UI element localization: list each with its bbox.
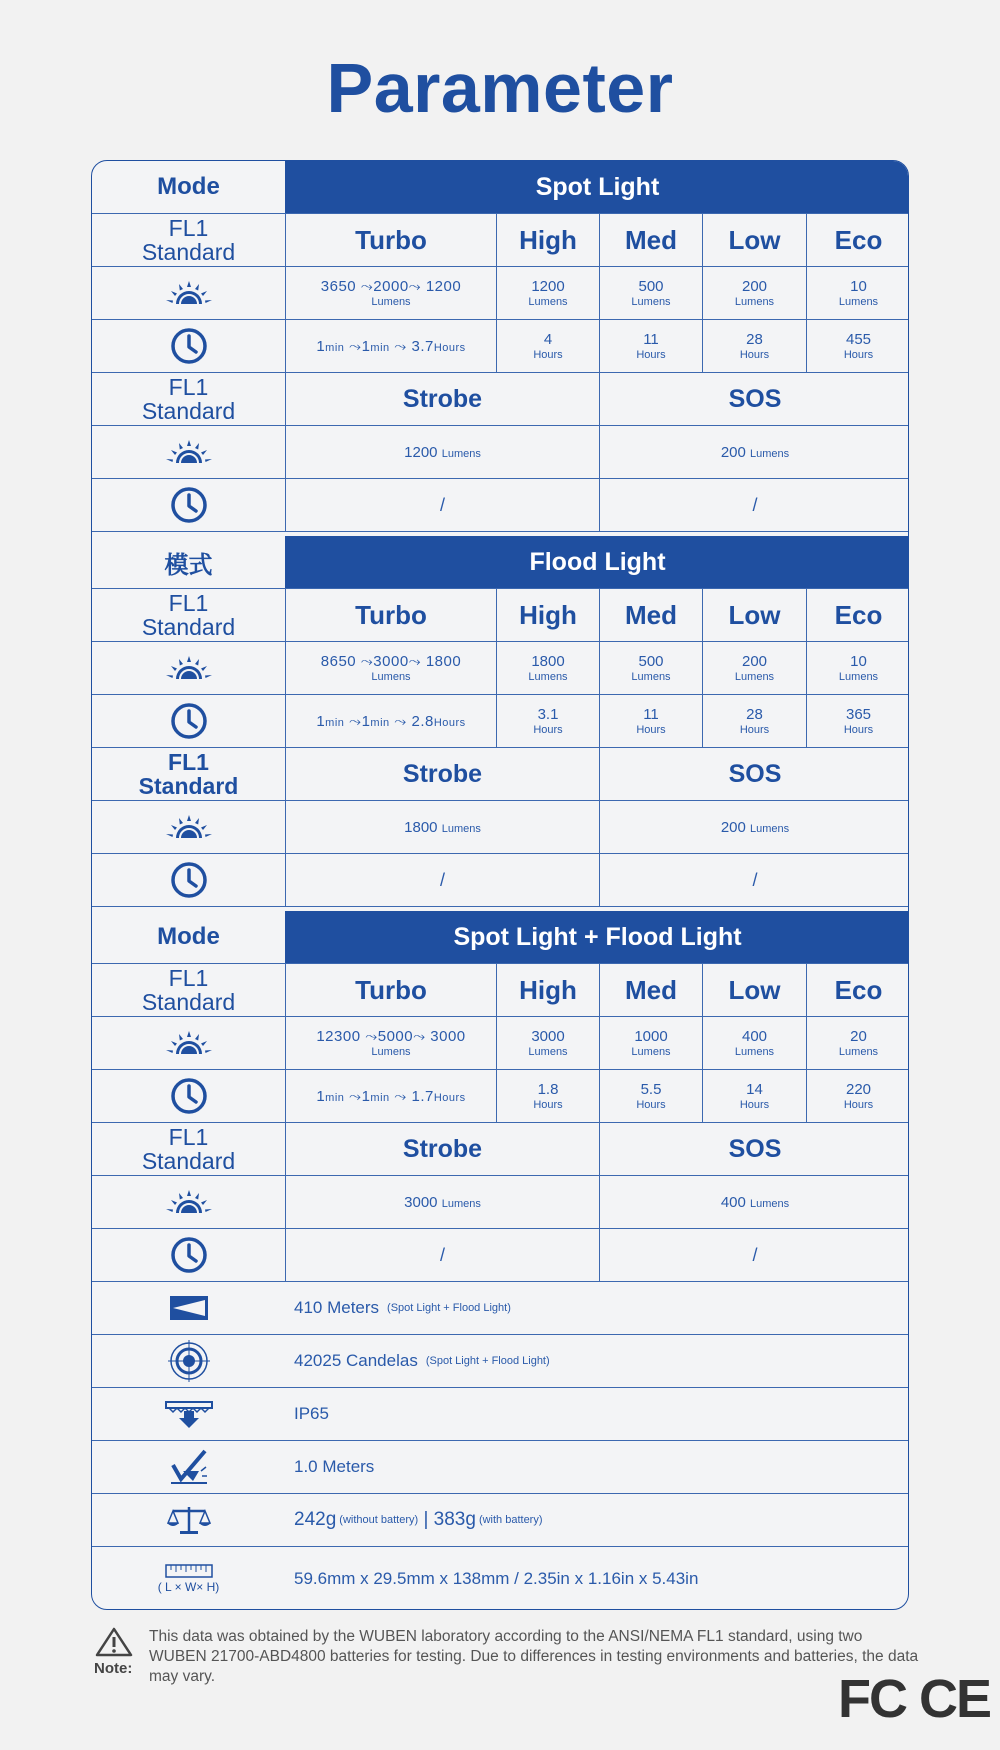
strobe-label: Strobe — [402, 384, 483, 413]
section-header-flood: Flood Light — [529, 547, 666, 576]
standard-label: Standard — [141, 614, 236, 640]
table-row-spot-runtime — [92, 320, 909, 373]
sos-label: SOS — [728, 759, 782, 788]
lumens-value: 500 — [638, 652, 664, 670]
hours-unit: Hours — [843, 1098, 874, 1111]
level-med: Med — [625, 599, 677, 630]
lumens-value: 200 — [741, 277, 768, 295]
impact-value: 1.0 Meters — [294, 1457, 375, 1476]
mode-label: Mode — [157, 923, 220, 950]
lumens-value: 10 — [850, 652, 867, 670]
note-label: Note: — [94, 1660, 133, 1677]
level-turbo: Turbo — [355, 974, 427, 1005]
table-row-flood-lumens — [92, 642, 909, 695]
section-header-combo: Spot Light + Flood Light — [453, 922, 742, 951]
table-row-spot-lumens — [92, 267, 909, 320]
beam-distance-icon — [169, 1295, 209, 1321]
warning-icon — [95, 1627, 133, 1657]
standard-label: Standard — [141, 239, 236, 265]
clock-icon — [169, 1235, 209, 1275]
hours-unit: Hours — [739, 348, 770, 361]
runtime-value: 11 — [643, 330, 659, 348]
brightness-icon — [164, 653, 214, 683]
hours-unit: Hours — [636, 348, 666, 361]
turbo-lumens: 12300 ⤳5000⤳ 3000 — [316, 1027, 466, 1045]
hours-unit: Hours — [843, 348, 874, 361]
lumens-unit: Lumens — [631, 670, 671, 683]
hours-unit: Hours — [636, 1098, 666, 1111]
spec-row-dimensions — [92, 1547, 909, 1610]
table-row-spot-special — [92, 373, 909, 426]
lumens-unit: Lumens — [528, 1045, 568, 1058]
turbo-lumens: 8650 ⤳3000⤳ 1800 — [320, 652, 462, 670]
sos-lumens: 200 Lumens — [720, 443, 790, 461]
ruler-icon — [165, 1564, 213, 1578]
table-row-flood-special-runtime — [92, 854, 909, 907]
lumens-unit: Lumens — [631, 295, 671, 308]
weight-scale-icon — [167, 1505, 211, 1535]
turbo-runtime: 1min ⤳1min ⤳ 1.7Hours — [316, 1087, 466, 1105]
table-row-flood-special — [92, 748, 909, 801]
level-low: Low — [728, 974, 781, 1005]
mode-label-cn: 模式 — [164, 551, 213, 579]
lumens-value: 1200 — [531, 277, 565, 295]
table-row-combo-header — [92, 911, 909, 964]
level-turbo: Turbo — [355, 599, 427, 630]
level-low: Low — [728, 224, 781, 255]
clock-icon — [169, 1076, 209, 1116]
table-row-flood-special-lumens — [92, 801, 909, 854]
clock-icon — [169, 485, 209, 525]
dimensions-value: 59.6mm x 29.5mm x 138mm / 2.35in x 1.16in x 5.43in — [294, 1569, 699, 1588]
lumens-value: 1000 — [634, 1027, 668, 1045]
page-title: Parameter — [326, 49, 674, 127]
table-row-flood-levels — [92, 589, 909, 642]
strobe-lumens: 1200 Lumens — [404, 443, 481, 461]
note-text: This data was obtained by the WUBEN laboratory according to the ANSI/NEMA FL1 standard, using two WUBEN 21700-ABD4800 batteries for testing. Due to differences in testing environments and batteries, the data may vary. — [149, 1628, 919, 1685]
runtime-value: 455 — [845, 330, 872, 348]
mode-label: Mode — [157, 173, 220, 200]
spec-row-impact — [92, 1441, 909, 1494]
beam-distance-value: 410 Meters (Spot Light + Flood Light) — [294, 1298, 511, 1317]
hours-unit: Hours — [636, 723, 666, 736]
runtime-value: 28 — [746, 705, 763, 723]
runtime-value: 1.8 — [537, 1080, 559, 1098]
standard-label: Standard — [138, 773, 239, 799]
lumens-value: 3000 — [531, 1027, 565, 1045]
table-row-combo-runtime — [92, 1070, 909, 1123]
sos-lumens: 400 Lumens — [720, 1193, 790, 1211]
brightness-icon — [164, 1028, 214, 1058]
strobe-label: Strobe — [402, 759, 483, 788]
strobe-lumens: 3000 Lumens — [404, 1193, 481, 1211]
sos-runtime: / — [752, 494, 758, 515]
level-med: Med — [625, 224, 677, 255]
table-row-flood-header — [92, 536, 909, 589]
table-row-spot-special-runtime — [92, 479, 909, 532]
spec-row-waterproof — [92, 1388, 909, 1441]
lumens-unit: Lumens — [371, 1045, 411, 1058]
brightness-icon — [164, 812, 214, 842]
lumens-unit: Lumens — [631, 1045, 671, 1058]
hours-unit: Hours — [739, 723, 770, 736]
sos-lumens: 200 Lumens — [720, 818, 790, 836]
level-high: High — [519, 974, 577, 1005]
brightness-icon — [164, 1187, 214, 1217]
table-row-spot-special-lumens — [92, 426, 909, 479]
standard-label: Standard — [141, 1148, 236, 1174]
level-eco: Eco — [834, 599, 883, 630]
waterproof-icon — [165, 1399, 213, 1429]
fl1-label: FL1 — [168, 590, 209, 616]
section-header-spot: Spot Light — [535, 172, 660, 201]
lumens-value: 400 — [741, 1027, 768, 1045]
standard-label: Standard — [141, 398, 236, 424]
lumens-value: 10 — [850, 277, 867, 295]
turbo-runtime: 1min ⤳1min ⤳ 2.8Hours — [316, 712, 466, 730]
runtime-value: 5.5 — [640, 1080, 662, 1098]
lumens-value: 1800 — [531, 652, 565, 670]
fl1-label: FL1 — [168, 1124, 209, 1150]
runtime-value: 11 — [643, 705, 659, 723]
turbo-lumens: 3650 ⤳2000⤳ 1200 — [320, 277, 462, 295]
runtime-value: 3.1 — [537, 705, 559, 723]
sos-label: SOS — [728, 384, 782, 413]
lumens-unit: Lumens — [734, 295, 775, 308]
turbo-runtime: 1min ⤳1min ⤳ 3.7Hours — [316, 337, 466, 355]
hours-unit: Hours — [533, 1098, 563, 1111]
table-row-combo-special-lumens — [92, 1176, 909, 1229]
level-high: High — [519, 224, 577, 255]
lumens-unit: Lumens — [838, 1045, 879, 1058]
strobe-lumens: 1800 Lumens — [404, 818, 481, 836]
lumens-value: 500 — [638, 277, 664, 295]
spec-row-beam-distance — [92, 1282, 909, 1335]
lumens-value: 20 — [850, 1027, 867, 1045]
level-med: Med — [625, 974, 677, 1005]
table-row-combo-special — [92, 1123, 909, 1176]
strobe-runtime: / — [439, 869, 445, 890]
runtime-value: 220 — [845, 1080, 872, 1098]
weight-value: 242g (without battery) | 383g (with battery) — [294, 1509, 543, 1530]
clock-icon — [169, 701, 209, 741]
hours-unit: Hours — [533, 723, 563, 736]
clock-icon — [169, 860, 209, 900]
target-icon — [167, 1339, 211, 1383]
runtime-value: 28 — [746, 330, 763, 348]
fl1-label: FL1 — [168, 215, 209, 241]
hours-unit: Hours — [533, 348, 563, 361]
waterproof-value: IP65 — [294, 1404, 329, 1423]
impact-resistance-icon — [169, 1449, 209, 1485]
table-row-combo-special-runtime — [92, 1229, 909, 1282]
runtime-value: 14 — [746, 1080, 763, 1098]
level-high: High — [519, 599, 577, 630]
lumens-unit: Lumens — [734, 670, 775, 683]
runtime-value: 4 — [543, 330, 553, 348]
intensity-value: 42025 Candelas (Spot Light + Flood Light) — [294, 1351, 550, 1370]
lumens-unit: Lumens — [528, 670, 568, 683]
lumens-unit: Lumens — [838, 670, 879, 683]
spec-row-intensity — [92, 1335, 909, 1388]
certification-marks: FC CE — [838, 1669, 990, 1729]
lumens-unit: Lumens — [838, 295, 879, 308]
fl1-label: FL1 — [168, 749, 209, 775]
table-row-combo-lumens — [92, 1017, 909, 1070]
lumens-value: 200 — [741, 652, 768, 670]
lumens-unit: Lumens — [371, 295, 411, 308]
clock-icon — [169, 326, 209, 366]
runtime-value: 365 — [845, 705, 872, 723]
parameter-table — [91, 160, 909, 1610]
level-turbo: Turbo — [355, 224, 427, 255]
strobe-runtime: / — [439, 494, 445, 515]
table-row-flood-runtime — [92, 695, 909, 748]
level-low: Low — [728, 599, 781, 630]
brightness-icon — [164, 278, 214, 308]
standard-label: Standard — [141, 989, 236, 1015]
fl1-label: FL1 — [168, 965, 209, 991]
table-row-combo-levels — [92, 964, 909, 1017]
table-row-spot-header — [92, 161, 909, 214]
spec-row-weight — [92, 1494, 909, 1547]
sos-label: SOS — [728, 1134, 782, 1163]
table-row-spot-levels — [92, 214, 909, 267]
fl1-label: FL1 — [168, 374, 209, 400]
lumens-unit: Lumens — [371, 670, 411, 683]
sos-runtime: / — [752, 869, 758, 890]
hours-unit: Hours — [843, 723, 874, 736]
level-eco: Eco — [834, 224, 883, 255]
lumens-unit: Lumens — [734, 1045, 775, 1058]
dimension-label: ( L × W× H) — [157, 1580, 220, 1594]
lumens-unit: Lumens — [528, 295, 568, 308]
sos-runtime: / — [752, 1244, 758, 1265]
strobe-label: Strobe — [402, 1134, 483, 1163]
strobe-runtime: / — [439, 1244, 445, 1265]
brightness-icon — [164, 437, 214, 467]
level-eco: Eco — [834, 974, 883, 1005]
hours-unit: Hours — [739, 1098, 770, 1111]
